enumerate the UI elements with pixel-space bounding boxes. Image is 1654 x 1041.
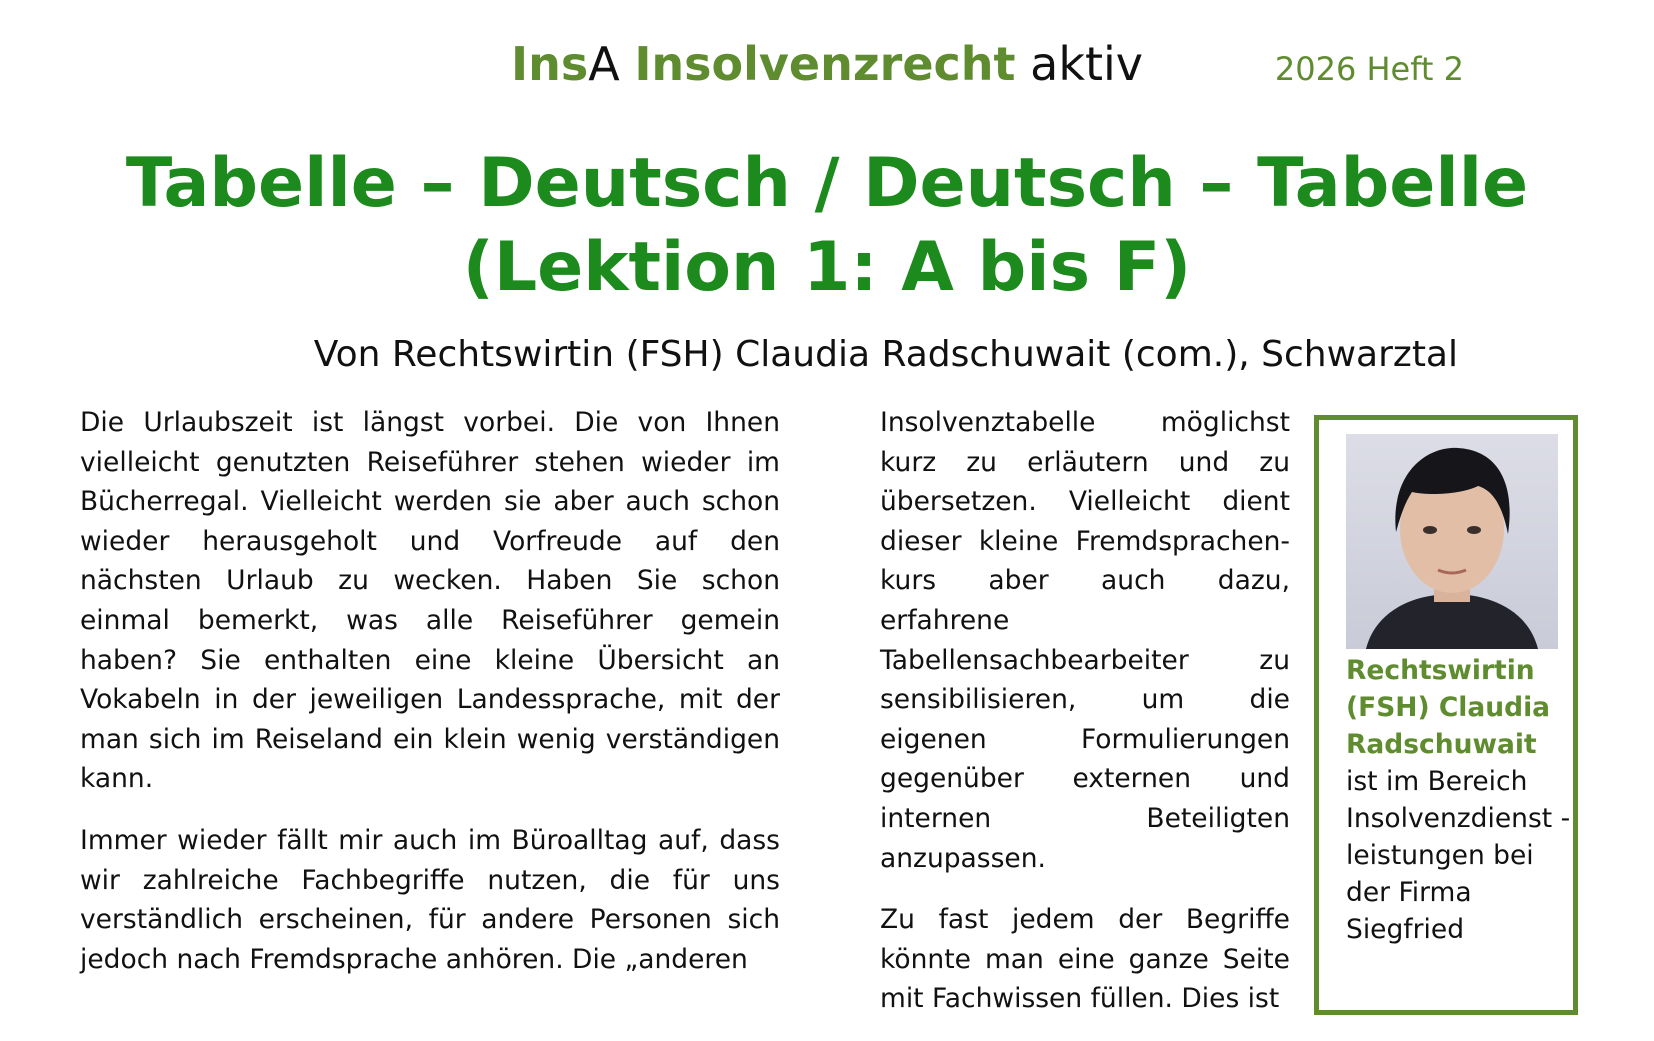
author-name: Rechtswirtin (FSH) Claudia Radschuwait: [1346, 655, 1551, 760]
article-title: [0, 142, 1654, 310]
masthead-ins: Ins: [510, 37, 589, 91]
author-info-box: [1314, 415, 1578, 1015]
text-column-middle: [880, 403, 1290, 1041]
text-column-left: [80, 403, 780, 1001]
author-photo: [1346, 434, 1558, 649]
paragraph: Immer wieder fällt mir auch im Büroalltag auf, dass wir zahlreiche Fachbegriffe nutzen, die für uns verständlich erscheinen, für andere Personen sich jedoch nach Fremdsprache anhören. Die „anderen: [80, 824, 780, 975]
masthead-aktiv: aktiv: [1030, 37, 1144, 91]
article-title-line2: (Lektion 1: A bis F): [462, 228, 1192, 307]
paragraph: Die Urlaubszeit ist längst vorbei. Die von Ihnen vielleicht genutzten Reiseführer stehen wieder im Bücherregal. Vielleicht werden sie aber auch schon wieder herausgeholt und Vorfreude auf den nächsten Urlaub zu wecken. Haben Sie schon einmal bemerkt, was alle Reiseführer gemein haben? Sie enthalten eine kleine Übersicht an Vokabeln in der jeweiligen Landessprache, mit der man sich im Reiseland ein klein wenig verständigen kann.: [80, 407, 780, 795]
paragraph: Insolvenztabelle möglichst kurz zu erläutern und zu übersetzen. Vielleicht dient dieser kleine Fremdsprachen-kurs aber auch dazu, erfahrene Tabellensachbearbeiter zu sensibilisieren, um die eigenen Formulierungen gegenüber externen und internen Beteiligten anzupassen.: [880, 407, 1290, 874]
article-author: Von Rechtswirtin (FSH) Claudia Radschuwait (com.), Schwarztal: [313, 334, 1458, 375]
masthead-insolvenzrecht: Insolvenzrecht: [634, 37, 1016, 91]
article-title-line1: Tabelle – Deutsch / Deutsch – Tabelle: [125, 144, 1529, 223]
issue-number: 2026 Heft 2: [1274, 50, 1464, 88]
masthead-a: A: [588, 37, 620, 91]
paragraph: Zu fast jedem der Begriffe könnte man eine ganze Seite mit Fachwissen füllen. Dies ist: [880, 904, 1290, 1015]
author-description: ist im Bereich Insolvenzdienst -leistungen bei der Firma Siegfried: [1346, 766, 1571, 945]
author-bio: [1346, 652, 1586, 948]
